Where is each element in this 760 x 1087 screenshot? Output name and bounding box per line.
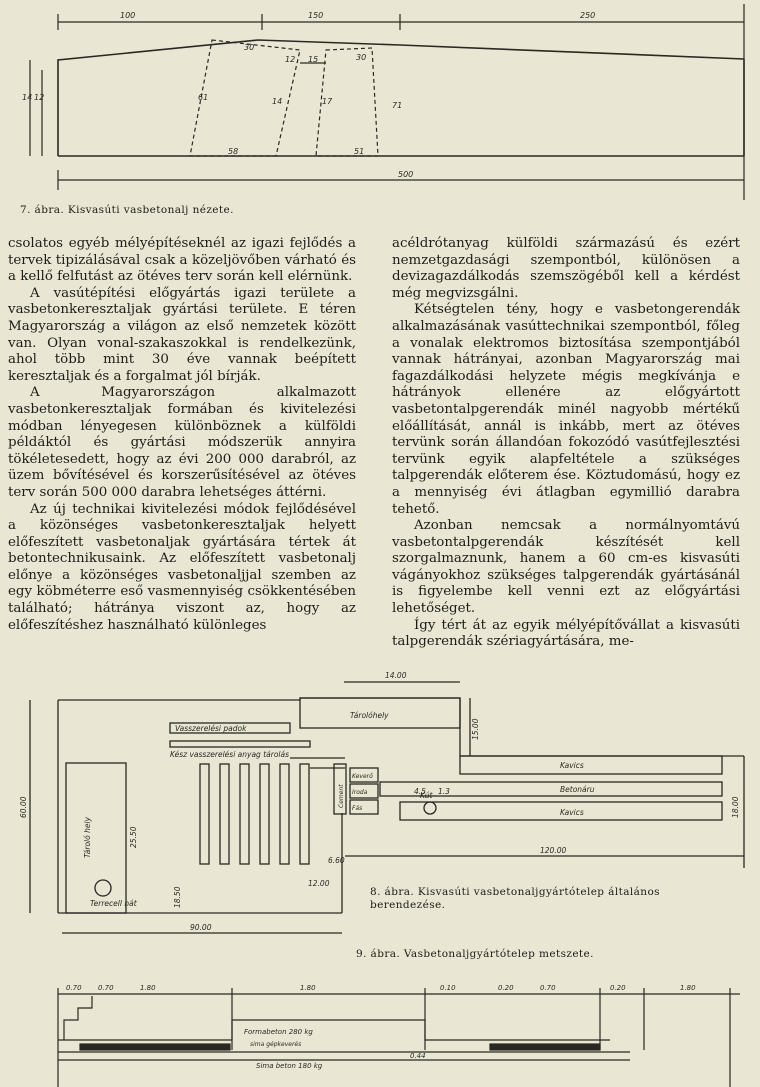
fig9-label-form: Formabeton 280 kg: [244, 1028, 313, 1036]
fig8-label-kevero: Keverő: [352, 773, 373, 780]
fig8-dim-h-total: 60.00: [19, 796, 28, 818]
fig7-dim-mid: 150: [308, 11, 324, 20]
fig7-dim-total: 500: [398, 170, 414, 179]
fig9-dim-d7: 0.70: [540, 984, 556, 992]
fig9-label-sima: sima gépkeverés: [250, 1041, 302, 1048]
fig7-dim-top-a: 30: [244, 43, 255, 52]
fig9-dim-d5: 0.10: [440, 984, 456, 992]
fig9-label-simabeton: Sima beton 180 kg: [256, 1062, 323, 1070]
fig7-dim-gap-a: 12: [285, 55, 296, 64]
fig8-dim-top: 14.00: [385, 671, 407, 680]
fig7-dim-h-right: 12: [34, 93, 45, 102]
fig8-label-kavics2: Kavics: [560, 808, 584, 817]
fig7-dim-in-b: 71: [392, 101, 403, 110]
fig9-dim-d8: 0.20: [610, 984, 626, 992]
paragraph: Kétségtelen tény, hogy e vasbetongerendák alkalmazásának vasúttechnikai szempontból, főleg a vonalak elektromos biztosítása szempontjából vannak hátrányai, azonban Magyarország mai fagazdálkodási helyzete mégis megkívánja e hátrányok ellenére az előgyártott vasbetontalpgerendák minél nagyobb mértékű előállítását, annál is inkább, mert az ötéves tervünk során állandóan fokozódó vasútfejlesztési tervünk egyik alapfeltétele a szükséges talpgerendák előterem ése. Köztudomású, hogy ez a mennyiség évi átlagban egymillió darabra tehető.: [392, 302, 740, 517]
fig9-dim-d4: 1.80: [300, 984, 316, 992]
fig8-label-kavics1: Kavics: [560, 761, 584, 770]
fig7-dim-bot-a: 58: [228, 147, 239, 156]
fig7-dim-in-d: 17: [322, 97, 333, 106]
fig8-label-tarolo-left: Tároló hely: [83, 816, 92, 858]
paragraph: Azonban nemcsak a normálnyomtávú vasbetontalpgerendák készítését kell szorgalmaznunk, hanem a 60 cm-es kisvasúti vágányokhoz szükséges talpgerendák gyártásánál is figyelembe kell venni ezt az előgyártási lehetőséget.: [392, 518, 740, 617]
fig9-dim-d6: 0.20: [498, 984, 514, 992]
fig7-dim-gap-b: 15: [308, 55, 319, 64]
paragraph: Így tért át az egyik mélyépítővállat a kisvasúti talpgerendák szériagyártására, me-: [392, 617, 740, 650]
fig8-label-terrecell: Terrecell hát: [90, 899, 137, 908]
fig8-dim-hr: 18.00: [731, 796, 740, 818]
paragraph: A vasútépítési előgyártás igazi területe a vasbetonkeresztaljak gyártási területe. E téren Magyarország a világon az első nemzetek között van. Olyan vonal-szakaszokkal is rendelkezünk, ahol több mint 30 éve vannak beépített keresztaljak és a forgalmat jól bírják.: [8, 285, 356, 384]
fig8-dim-small5: 1.3: [438, 787, 450, 796]
fig8-label-tarolo-top: Tárolóhely: [350, 711, 389, 720]
fig8-dim-right-w: 120.00: [540, 846, 567, 855]
paragraph: acéldrótanyag külföldi származású és ezért nemzetgazdasági szempontból, különösen a devizagazdálkodás szemszögéből kell a kérdést még megvizsgálni.: [392, 236, 740, 301]
fig7-dim-bot-b: 51: [354, 147, 365, 156]
fig9-dim-d3: 1.80: [140, 984, 156, 992]
fig9-dim-d10: 0.44: [410, 1052, 426, 1060]
fig7-dim-h-left: 14: [22, 93, 33, 102]
fig9-dim-d2: 0.70: [98, 984, 114, 992]
fig8-label-kut: Kút: [420, 791, 433, 800]
figure-8-plan: [0, 668, 760, 958]
figure-7-caption: 7. ábra. Kisvasúti vasbetonalj nézete.: [20, 204, 234, 216]
fig9-dim-d9: 1.80: [680, 984, 696, 992]
text-column-left: [8, 236, 356, 634]
fig8-dim-h-bot: 18.50: [173, 886, 182, 908]
fig7-dim-in-a: 61: [198, 93, 209, 102]
fig8-dim-small3: 15.00: [471, 718, 480, 740]
figure-8-caption: 8. ábra. Kisvasúti vasbetonaljgyártótelep általános berendezése.: [370, 886, 660, 911]
paragraph: csolatos egyéb mélyépítéseknél az igazi fejlődés a tervek tipizálásával csak a közeljövőben várható és a kellő felfutást az ötéves terv során kell elérnünk.: [8, 236, 356, 285]
fig7-dim-left: 100: [120, 11, 136, 20]
fig8-label-kesz-vas: Kész vasszerelési anyag tárolás: [170, 750, 289, 759]
figure-7-drawing: [0, 0, 760, 200]
figure-9-section: [0, 960, 760, 1087]
fig8-label-cement: Cement: [338, 784, 345, 808]
fig8-dim-small2: 6.60: [328, 856, 345, 865]
fig8-label-vasszereles: Vasszerelési padok: [175, 724, 247, 733]
fig8-dim-small4: 4.5: [414, 787, 426, 796]
fig8-label-betonaru: Betonáru: [560, 785, 595, 794]
fig9-dim-d1: 0.70: [66, 984, 82, 992]
fig8-dim-h-left: 25.50: [129, 826, 138, 848]
text-column-right: [392, 236, 740, 651]
fig8-dim-bottom: 90.00: [190, 923, 212, 932]
fig8-label-fas: Fás: [352, 805, 363, 812]
paragraph: Az új technikai kivitelezési módok fejlődésével a közönséges vasbetonkeresztaljak helyett előfeszített vasbetonaljak gyártására tértek át betontechnikusaink. Az előfeszített vasbetonalj előnye a közönséges vasbetonaljjal szemben az egy köbméterre eső vasmennyiség csökkentésében található; hátránya viszont az, hogy az előfeszítéshez használható különleges: [8, 501, 356, 633]
fig8-label-iroda: Iroda: [352, 789, 368, 796]
paragraph: A Magyarországon alkalmazott vasbetonkeresztaljak formában és kivitelezési módban lényegesen különböznek a külföldi példáktól és gyártási módszerük annyira tökéletesedett, hogy az évi 200 000 darabról, az üzem bővítésével és korszerűsítésével az ötéves terv során 500 000 darabra lehetséges áttérni.: [8, 385, 356, 500]
figure-9-caption: 9. ábra. Vasbetonaljgyártótelep metszete.: [356, 948, 594, 960]
fig7-dim-in-c: 14: [272, 97, 283, 106]
fig8-dim-small1: 12.00: [308, 879, 330, 888]
fig7-dim-top-b: 30: [356, 53, 367, 62]
fig7-dim-right: 250: [580, 11, 596, 20]
